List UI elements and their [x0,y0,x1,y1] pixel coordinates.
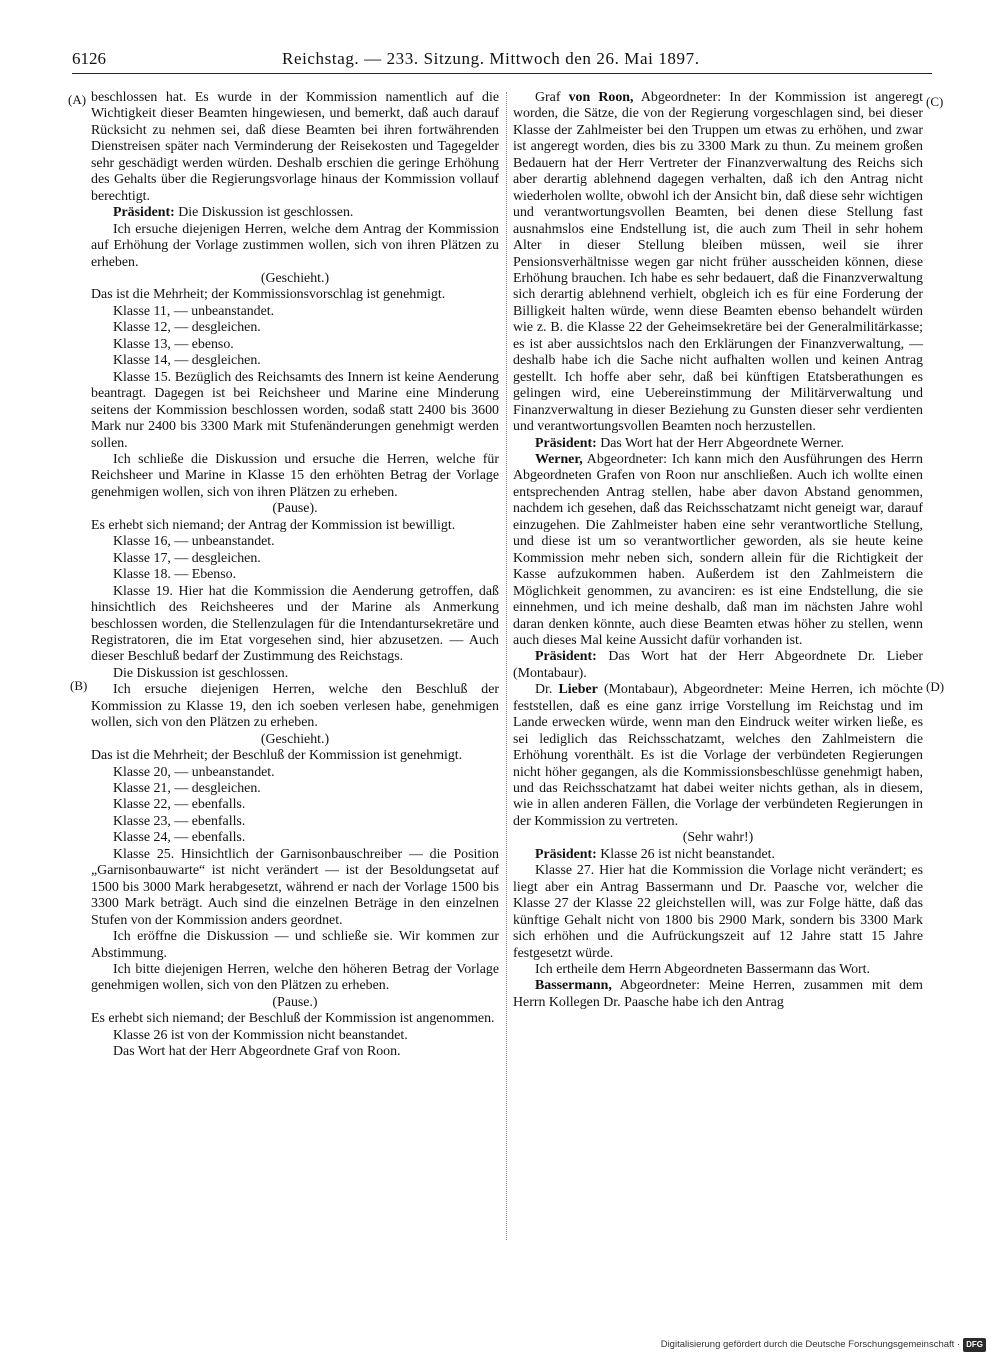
column-divider [506,92,507,1240]
margin-marker-a: (A) [68,92,87,107]
paragraph-text: (Geschieht.) [260,270,330,286]
paragraph-text: Abgeordneter: In der Kommission ist angeregt worden, die Sätze, die von der Regierung vorgeschlagen sind, bei dieser Klasse der Zahlmeister bei den Truppen um etwas zu erhöhen, und zwar ist angeregt worden, dies bis zu 3300 Mark zu thun. Zu meinem großen Bedauern hat der Herr Vertreter der Finanzverwaltung des Reichs sich aber derartig ablehnend dagegen verhalten, daß ich den Antrag nicht wiederholen wollte, obwohl ich der Ansicht bin, daß diese sehr wichtigen und verantwortungsvollen Beamten, bei denen diese Stellung fast ausnahmslos eine Endstellung ist, die auch zum Theil in sehr hohem Alter in dieser Stellung bleiben müssen, weil sie ihrer Pensionsverhältnisse wegen gar nicht früher ausscheiden können, diese Erhöhung brauchen. Ich habe es sehr bedauert, daß die Finanzverwaltung sich derartig ablehnend verhielt, obgleich ich es für eine Forderung der Billigkeit halten würde, wenn diese Beamten ebenso behandelt würden wie z. B. die Klasse 22 der Geheimsekretäre bei der Generalmilitärkasse; es ist aber aussichtslos nach den Erklärungen der Finanzverwaltung, — deshalb habe ich die Sache nicht aufhalten wollen und keinen Antrag gestellt. Ich hoffe aber sehr, daß bei künftigen Etatsberathungen es gelingen wird, eine Uebereinstimmung der Militärverwaltung und Finanzverwaltung in dieser Beziehung zu Gunsten dieser sehr verdienten und verantwortungsvollen Beamten noch herzustellen. [513,90,923,435]
paragraph-text: Klasse 26 ist nicht beanstandet. [600,846,775,862]
text-column-right [513,90,923,1250]
paragraph-text: (Pause.) [272,994,318,1010]
speaker-name: Lieber [558,682,598,698]
paragraph-text: Das Wort hat der Herr Abgeordnete Dr. Lieber (Montabaur). [513,649,923,681]
paragraph-text: Klasse 26 ist von der Kommission nicht beanstandet. [113,1027,408,1043]
paragraph-text: Klasse 23, — ebenfalls. [113,813,246,829]
paragraph [91,847,499,929]
footer-text: Digitalisierung gefördert durch die Deutsche Forschungsgemeinschaft · [660,1339,961,1350]
paragraph [91,1028,499,1044]
paragraph [91,452,499,501]
paragraph [91,584,499,666]
paragraph-text: Klasse 22, — ebenfalls. [113,797,246,813]
paragraph-text: beschlossen hat. Es wurde in der Kommission namentlich auf die Wichtigkeit dieser Beamten hingewiesen, und bemerkt, daß auch darauf Rücksicht zu nehmen sei, daß diese Beamten bei ihren fortwährenden Dienstreisen später nach Verminderung der Reisekosten und Tagegelder sehr geschädigt werden würden. Deshalb erschien die geringe Erhöhung des Gehalts über die Regierungsvorlage hinaus der Kommission vollauf berechtigt. [91,90,499,204]
paragraph [513,847,923,863]
paragraph-text: Ich schließe die Diskussion und ersuche die Herren, welche für Reichsheer und Marine in Klasse 15 den erhöhten Betrag der Vorlage genehmigen wollen, sich von ihren Plätzen zu erheben. [91,451,499,500]
paragraph [91,814,499,830]
speaker-name: Präsident: [535,846,597,862]
paragraph-text: Die Diskussion ist geschlossen. [178,205,354,221]
paragraph-text: (Pause). [272,501,318,517]
speaker-title: Graf [535,90,561,105]
paragraph-text: Das Wort hat der Herr Abgeordnete Graf von Roon. [113,1044,401,1060]
paragraph [513,682,923,830]
paragraph [91,518,499,534]
paragraph-text: Es erhebt sich niemand; der Antrag der Kommission ist bewilligt. [91,517,456,533]
paragraph [513,830,923,846]
paragraph [91,222,499,271]
margin-marker-b: (B) [70,678,88,693]
paragraph [513,962,923,978]
speaker-name: Präsident: [535,649,597,665]
page-header [72,49,932,74]
paragraph-text: Ich ersuche diejenigen Herren, welche dem Antrag der Kommission auf Erhöhung der Vorlage zustimmen wollen, sich von ihren Plätzen zu erheben. [91,221,499,270]
paragraph [513,649,923,682]
paragraph [91,732,499,748]
paragraph [513,452,923,649]
speaker-name: Bassermann, [535,978,612,994]
paragraph [91,781,499,797]
margin-marker-d: (D) [926,679,945,694]
paragraph [91,1044,499,1060]
paragraph-text: Klasse 12, — desgleichen. [113,320,261,336]
paragraph [91,797,499,813]
paragraph [91,748,499,764]
paragraph [513,863,923,962]
paragraph-text: Klasse 14, — desgleichen. [113,353,261,369]
paragraph-text: Klasse 24, — ebenfalls. [113,830,246,846]
paragraph-text: Klasse 20, — unbeanstandet. [113,764,275,780]
digitization-notice [661,1338,986,1352]
paragraph-text: Klasse 19. Hier hat die Kommission die Aenderung getroffen, daß hinsichtlich des Reichsheeres und der Marine als Anmerkung beschlossen worden, die Stellenzulagen für die Intendantursekretäre und Registratoren, die im Etat vorgesehen sind, hier abzusetzen. — Auch dieser Beschluß bedarf der Zustimmung des Reichstags. [91,583,499,665]
paragraph [513,90,923,436]
paragraph [91,90,499,205]
paragraph-text: Abgeordneter: Meine Herren, zusammen mit dem Herrn Kollegen Dr. Paasche habe ich den Antrag [513,978,923,1010]
paragraph-text: Ich ertheile dem Herrn Abgeordneten Bassermann das Wort. [535,962,870,978]
paragraph [91,929,499,962]
paragraph [91,320,499,336]
paragraph [91,271,499,287]
paragraph [91,682,499,731]
paragraph-text: Es erhebt sich niemand; der Beschluß der Kommission ist angenommen. [91,1011,495,1027]
paragraph [91,995,499,1011]
paragraph [91,666,499,682]
paragraph-text: Klasse 21, — desgleichen. [113,781,261,797]
page-number: 6126 [72,49,106,68]
paragraph [91,567,499,583]
paragraph [513,978,923,1011]
speaker-name: von Roon, [568,90,634,105]
speaker-name: Präsident: [535,435,597,451]
paragraph-text: Das ist die Mehrheit; der Beschluß der Kommission ist genehmigt. [91,748,463,764]
paragraph-text: (Geschieht.) [260,731,330,747]
paragraph [91,962,499,995]
running-title: Reichstag. — 233. Sitzung. Mittwoch den 26. Mai 1897. [282,49,700,68]
paragraph-text: Klasse 27. Hier hat die Kommission die Vorlage nicht verändert; es liegt aber ein Antrag Bassermann und Dr. Paasche vor, welcher die Klasse 27 der Klasse 22 gleichstellen will, was zur Folge hätte, daß das künftige Gehalt nicht von 1800 bis 2900 Mark, sondern bis 3300 Mark sich erhöhen und die Aufrückungszeit auf 12 Jahre statt 15 Jahre festgesetzt würde. [513,863,923,961]
paragraph [91,1011,499,1027]
paragraph-text: (Montabaur), Abgeordneter: Meine Herren, ich möchte feststellen, daß es eine ganz irrige Vorstellung im Reichstag und im Lande erwecken würde, wenn man den Eindruck weiter wirken ließe, es sei lediglich das Reichsschatzamt, welches den Zahlmeistern die Erhöhung vorenthält. Es ist die Vorlage der verbündeten Regierungen nicht höher gegangen, als die Kommissionsbeschlüsse genehmigt haben, und das Reichsschatzamt hat dabei weiter nichts gethan, als in diesem, wie in allen anderen Fällen, die Vorlage der verbündeten Regierungen in der Kommission zu vertreten. [513,682,923,829]
paragraph-text: Ich eröffne die Diskussion — und schließe sie. Wir kommen zur Abstimmung. [91,929,499,961]
paragraph [91,830,499,846]
paragraph-text: (Sehr wahr!) [682,830,754,846]
paragraph-text: Klasse 25. Hinsichtlich der Garnisonbauschreiber — die Position „Garnisonbauwarte“ ist nicht verändert — ist der Besoldungsetat auf 1500 bis 3000 Mark herabgesetzt, während er nach der Vorlage 1500 bis 3300 Mark beträgt. Auch sind die einzelnen Beträge in den einzelnen Stufen von der Kommission anders geordnet. [91,846,499,928]
paragraph-text: Die Diskussion ist geschlossen. [113,665,289,681]
text-column-left [91,90,499,1250]
paragraph-text: Ich bitte diejenigen Herren, welche den höheren Betrag der Vorlage genehmigen wollen, sich von den Plätzen zu erheben. [91,962,499,994]
paragraph [91,501,499,517]
paragraph [91,534,499,550]
paragraph-text: Das ist die Mehrheit; der Kommissionsvorschlag ist genehmigt. [91,287,446,303]
paragraph-text: Klasse 11, — unbeanstandet. [113,303,275,319]
speaker-name: Präsident: [113,205,175,221]
paragraph [91,304,499,320]
paragraph [91,205,499,221]
paragraph-text: Klasse 16, — unbeanstandet. [113,534,275,550]
paragraph-text: Abgeordneter: Ich kann mich den Ausführungen des Herrn Abgeordneten Grafen von Roon nur anschließen. Auch ich wollte einen entsprechenden Antrag stellen, habe aber davon Abstand genommen, nachdem ich gesehen, daß das Reichsschatzamt nicht geneigt war, darauf einzugehen. Die Zahlmeister haben eine sehr verantwortliche Stellung, und diese ist um so verantwortlicher geworden, als sie heute keine Kommission mehr neben sich, sondern allein für die Richtigkeit der Kasse aufzukommen haben. Außerdem ist den Zahlmeistern die Möglichkeit genommen, zu avanciren: es ist eine Endstellung, die sie einnehmen, und ich meine deshalb, daß man im nächsten Jahre wohl daran denken könnte, auch diese Beamten etwas höher zu stellen, wenn auch dieses Mal keine Aussicht dafür vorhanden ist. [513,451,923,648]
paragraph-text: Klasse 18. — Ebenso. [113,567,237,583]
paragraph-text: Das Wort hat der Herr Abgeordnete Werner. [600,435,844,451]
speaker-name: Werner, [535,451,583,467]
margin-marker-c: (C) [926,94,944,109]
paragraph-text: Klasse 15. Bezüglich des Reichsamts des Innern ist keine Aenderung beantragt. Dagegen ist bei Reichsheer und Marine eine Minderung seitens der Kommission beschlossen worden, sodaß statt 2400 bis 3600 Mark nur 2400 bis 3300 Mark mit Stufenänderungen genehmigt werden sollen. [91,369,499,451]
paragraph [513,436,923,452]
paragraph [91,287,499,303]
paragraph-text: Ich ersuche diejenigen Herren, welche den Beschluß der Kommission zu Klasse 19, den ich soeben verlesen habe, genehmigen wollen, sich von den Plätzen zu erheben. [91,682,499,731]
paragraph-text: Klasse 17, — desgleichen. [113,550,261,566]
paragraph [91,551,499,567]
paragraph [91,765,499,781]
speaker-title: Dr. [535,682,553,698]
paragraph [91,353,499,369]
dfg-logo: DFG [963,1338,986,1352]
paragraph [91,370,499,452]
paragraph [91,337,499,353]
paragraph-text: Klasse 13, — ebenso. [113,336,234,352]
